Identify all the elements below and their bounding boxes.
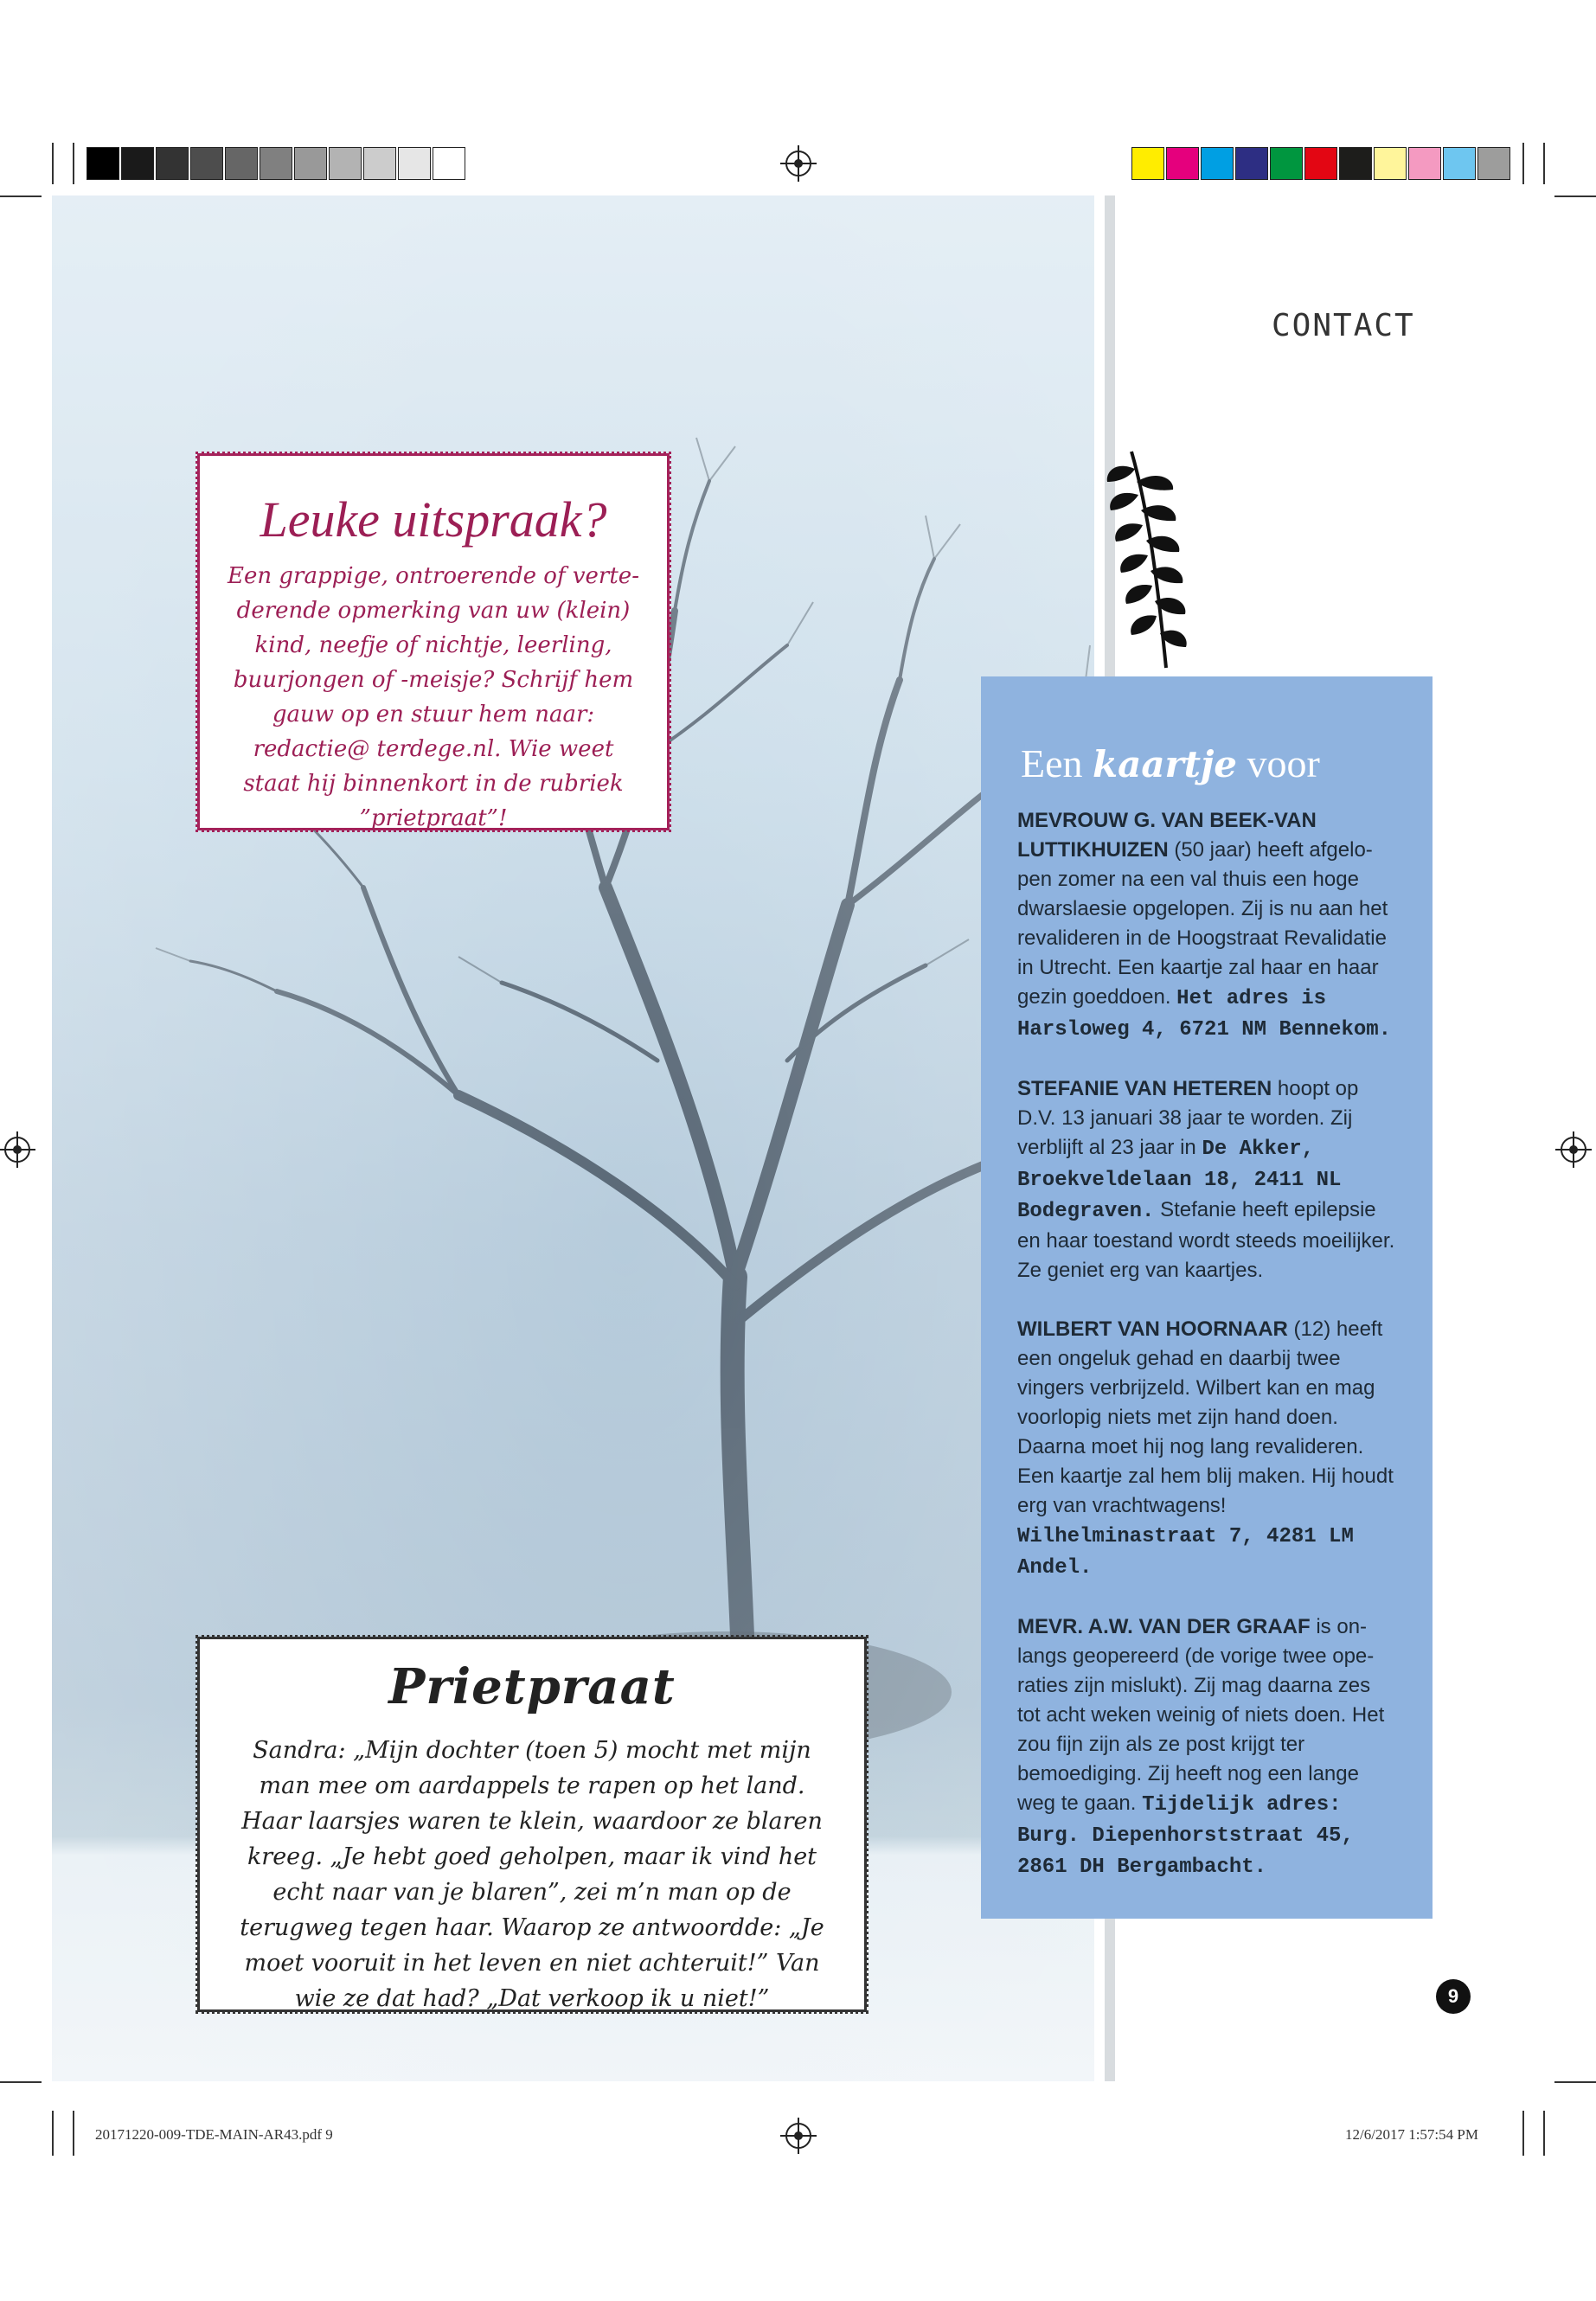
color-swatch xyxy=(87,147,119,180)
card-title-suffix: voor xyxy=(1247,741,1320,785)
entry-address: Het adres is Harsloweg 4, 6721 NM Bennekom. xyxy=(1017,987,1392,1042)
entry-text: is onlangs geopereerd (de vorige twee operaties zijn mislukt). Zij mag daarna zes tot acht weken weinig of niets doen. Het zou fijn zijn als ze post krijgt ter bemoediging. Zij heeft nog een lange weg te gaan. xyxy=(1017,1615,1385,1815)
color-swatch xyxy=(156,147,189,180)
card-title xyxy=(1021,740,1320,786)
crop-mark xyxy=(1543,143,1545,184)
color-swatch xyxy=(1131,147,1164,180)
card-entries xyxy=(1017,806,1398,1912)
quote-callout-title: Leuke uitspraak? xyxy=(260,491,607,548)
card-entry xyxy=(1017,1315,1398,1583)
color-swatch xyxy=(1339,147,1372,180)
registration-mark-icon xyxy=(785,151,811,176)
color-swatch xyxy=(433,147,465,180)
crop-mark xyxy=(1554,2081,1596,2083)
entry-tail: Stefanie heeft epilepsie en haar toestand wordt steeds moeilijker. Ze geniet erg van kaartjes. xyxy=(1017,1198,1395,1282)
crop-mark xyxy=(1543,2111,1545,2156)
color-swatch xyxy=(294,147,327,180)
registration-mark-icon xyxy=(4,1137,30,1163)
color-swatch xyxy=(225,147,258,180)
crop-mark xyxy=(73,2111,74,2156)
footer-timestamp: 12/6/2017 1:57:54 PM xyxy=(1345,2126,1478,2143)
entry-address: De Akker, Broekveldelaan 18, 2411 NL Bodegraven. xyxy=(1017,1138,1342,1223)
prietpraat-title: Prietpraat xyxy=(388,1658,676,1715)
color-swatch xyxy=(1201,147,1234,180)
color-swatch xyxy=(1270,147,1303,180)
card-entry xyxy=(1017,1074,1398,1285)
color-swatch xyxy=(1443,147,1476,180)
kaartje-card xyxy=(981,676,1433,1919)
crop-mark xyxy=(73,143,74,184)
entry-name: WILBERT VAN HOORNAAR xyxy=(1017,1317,1288,1341)
quote-callout-box xyxy=(197,453,670,830)
entry-name: MEVR. A.W. VAN DER GRAAF xyxy=(1017,1615,1311,1638)
color-swatch xyxy=(329,147,362,180)
entry-address: Wilhelminastraat 7, 4281 LM Andel. xyxy=(1017,1525,1354,1580)
crop-mark xyxy=(52,143,54,184)
registration-mark-icon xyxy=(785,2123,811,2149)
card-title-prefix: Een xyxy=(1021,741,1083,785)
color-swatch xyxy=(363,147,396,180)
entry-name: STEFANIE VAN HETEREN xyxy=(1017,1077,1272,1100)
footer-filename: 20171220-009-TDE-MAIN-AR43.pdf 9 xyxy=(95,2126,333,2143)
process-color-bar xyxy=(1131,147,1512,180)
crop-mark xyxy=(0,195,42,197)
prietpraat-body: Sandra: „Mijn dochter (toen 5) mocht met mijn man mee om aardappels te rapen op het land. Haar laarsjes waren te klein, waardoor ze blaren kreeg. „Je hebt goed geholpen, maar ik vind het echt naar van je blaren”, zei m’n man op de terugweg tegen haar. Waarop ze antwoordde: „Je moet vooruit in het leven en niet achteruit!” Van wie ze dat had? „Dat verkoop ik u niet!” xyxy=(240,1737,824,2012)
card-entry xyxy=(1017,1612,1398,1882)
color-swatch xyxy=(1374,147,1407,180)
crop-mark xyxy=(52,2111,54,2156)
color-swatch xyxy=(1235,147,1268,180)
entry-text: (12) heeft een ongeluk gehad en daarbij twee vingers verbrijzeld. Wilbert kan en mag voorlopig niets met zijn hand doen. Daarna moet hij nog lang revalideren. Een kaartje zal hem blij maken. Hij houdt erg van vrachtwagens! xyxy=(1017,1317,1394,1517)
registration-mark-icon xyxy=(1561,1137,1586,1163)
card-entry xyxy=(1017,806,1398,1045)
grayscale-color-bar xyxy=(87,147,467,180)
color-swatch xyxy=(121,147,154,180)
entry-text: hoopt op D.V. 13 januari 38 jaar te worden. Zij verblijft al 23 jaar in xyxy=(1017,1077,1359,1159)
color-swatch xyxy=(1304,147,1337,180)
card-title-highlight: kaartje xyxy=(1093,743,1237,785)
color-swatch xyxy=(1477,147,1510,180)
page-number-badge: 9 xyxy=(1436,1979,1471,2014)
crop-mark xyxy=(1522,143,1524,184)
entry-name: MEVROUW G. VAN BEEK-VAN LUTTIKHUIZEN xyxy=(1017,809,1317,862)
entry-address: Tijdelijk adres: Burg. Diepenhorststraat 45, 2861 DH Bergambacht. xyxy=(1017,1793,1354,1879)
crop-mark xyxy=(0,2081,42,2083)
color-swatch xyxy=(1166,147,1199,180)
prietpraat-box xyxy=(197,1637,867,2012)
color-swatch xyxy=(190,147,223,180)
entry-text: (50 jaar) heeft afgelopen zomer na een val thuis een hoge dwarslaesie opgelopen. Zij is nu aan het revalideren in de Hoogstraat Revalidatie in Utrecht. Een kaartje zal haar en haar gezin goeddoen. xyxy=(1017,838,1388,1009)
section-label: CONTACT xyxy=(1272,308,1415,343)
quote-callout-body: Een grappige, ontroerende of vertederende opmerking van uw (klein) kind, neefje of nichtje, leerling, buurjongen of -meisje? Schrijf hem gauw op en stuur hem naar: redactie@ terdege.nl. Wie weet staat hij binnenkort in de rubriek ”prietpraat”! xyxy=(228,563,639,831)
crop-mark xyxy=(1554,195,1596,197)
crop-mark xyxy=(1522,2111,1524,2156)
leaf-sprig-icon xyxy=(1097,443,1192,676)
color-swatch xyxy=(260,147,292,180)
color-swatch xyxy=(398,147,431,180)
color-swatch xyxy=(1408,147,1441,180)
